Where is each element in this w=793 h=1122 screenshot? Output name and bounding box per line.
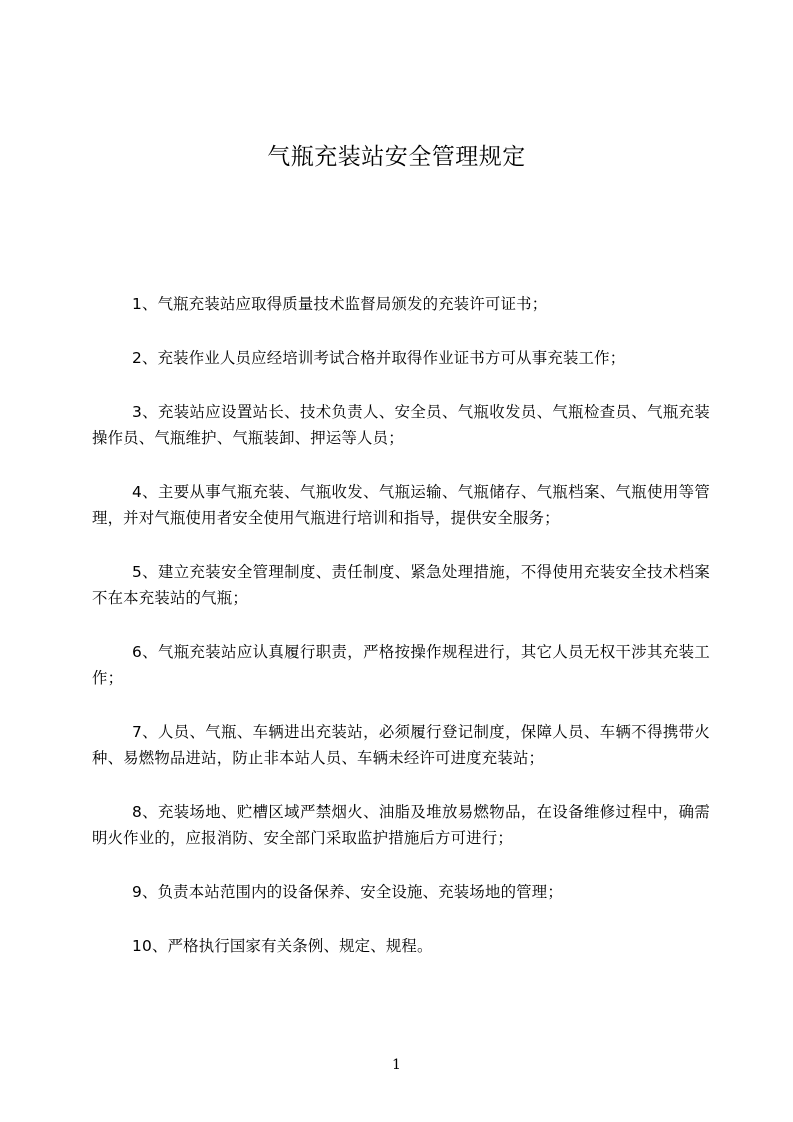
regulation-item-4: 4、主要从事气瓶充装、气瓶收发、气瓶运输、气瓶储存、气瓶档案、气瓶使用等管理，并对气瓶使用者安全使用气瓶进行培训和指导，提供安全服务； [92,483,710,527]
regulation-item-3: 3、充装站应设置站长、技术负责人、安全员、气瓶收发员、气瓶检查员、气瓶充装操作员、气瓶维护、气瓶装卸、押运等人员； [92,403,710,447]
regulation-item-6: 6、气瓶充装站应认真履行职责，严格按操作规程进行，其它人员无权干涉其充装工作； [92,643,710,687]
regulation-item-7: 7、人员、气瓶、车辆进出充装站，必须履行登记制度，保障人员、车辆不得携带火种、易燃物品进站，防止非本站人员、车辆未经许可进度充装站； [92,723,710,767]
regulation-item-2: 2、充装作业人员应经培训考试合格并取得作业证书方可从事充装工作； [132,349,626,367]
regulation-item-9: 9、负责本站范围内的设备保养、安全设施、充装场地的管理； [132,883,563,901]
regulation-item-10: 10、严格执行国家有关条例、规定、规程。 [132,937,433,955]
regulation-item-5: 5、建立充装安全管理制度、责任制度、紧急处理措施，不得使用充装安全技术档案不在本充装站的气瓶； [92,563,710,607]
document-title: 气瓶充装站安全管理规定 [267,144,526,170]
regulation-item-8: 8、充装场地、贮槽区域严禁烟火、油脂及堆放易燃物品，在设备维修过程中，确需明火作业的，应报消防、安全部门采取监护措施后方可进行； [92,803,710,847]
page-number: 1 [392,1057,401,1073]
regulation-list [92,291,710,987]
regulation-item-1: 1、气瓶充装站应取得质量技术监督局颁发的充装许可证书； [132,295,548,313]
